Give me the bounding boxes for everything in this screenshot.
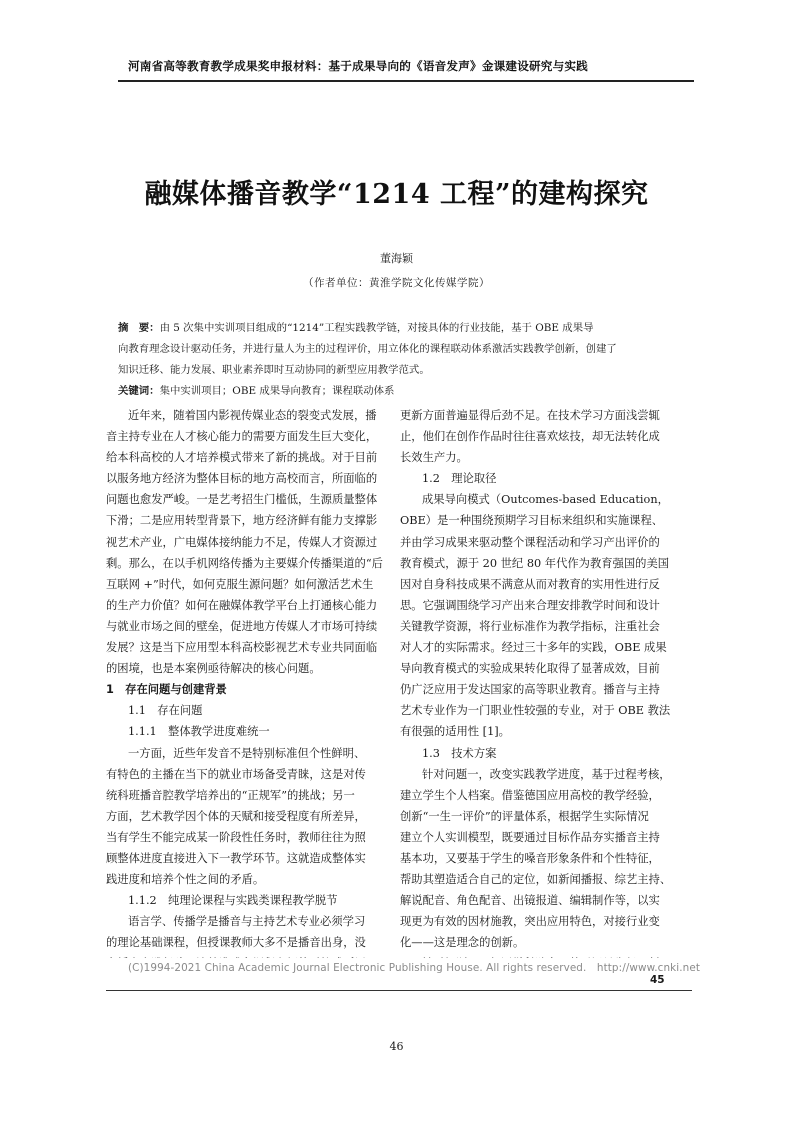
- text-line: 对人才的实际需求。经过三十多年的实践，OBE 成果: [400, 641, 667, 655]
- text-line: 艺术专业作为一门职业性较强的专业，对于 OBE 教法: [400, 704, 671, 718]
- text-line: 建立学生个人档案。借鉴德国应用高校的教学经验，: [400, 788, 660, 802]
- text-line: 统科班播音腔教学培养出的“正规军”的挑战；另一: [106, 788, 355, 802]
- text-line: 语言学、传播学是播音与主持艺术专业必须学习: [128, 915, 366, 929]
- text-line: 的理论基础课程，但授课教师大多不是播音出身，没: [106, 936, 366, 950]
- text-line: 建立个人实训模型，既要通过目标作品夯实播音主持: [400, 830, 660, 844]
- text-line: 发展？这是当下应用型本科高校影视艺术专业共同面临: [106, 641, 378, 655]
- abstract-label: 摘 要：: [118, 322, 160, 334]
- subsection-heading: 1.3 技术方案: [422, 746, 497, 760]
- text-line: 一方面，近些年发音不是特别标准但个性鲜明、: [128, 746, 366, 760]
- text-line: [106, 953, 388, 958]
- text-line: 音主持专业在人才核心能力的需要方面发生巨大变化，: [106, 430, 378, 444]
- keywords-label: 关键词：: [118, 385, 160, 397]
- text-line: 近年来，随着国内影视传媒业态的裂变式发展，播: [128, 409, 377, 422]
- text-line: 给本科高校的人才培养模式带来了新的挑战。对于目前: [106, 451, 378, 465]
- body-columns: [106, 405, 692, 958]
- text-line: 导向教育模式的实验成果转化取得了显著成效，目前: [400, 662, 660, 676]
- text-line: 践进度和培养个性之间的矛盾。: [106, 873, 265, 887]
- subsection-heading: 1.1.1 整体教学进度难统一: [128, 725, 270, 739]
- text-line: 方面，艺术教学因个体的天赋和接受程度有所差异，: [106, 809, 366, 823]
- text-line: 有特色的主播在当下的就业市场备受青睐，这是对传: [106, 767, 366, 781]
- text-line: OBE）是一种围绕预期学习目标来组织和实施课程、: [400, 514, 664, 528]
- text-line: 现更为有效的因材施教，突出应用特色，对接行业变: [400, 915, 660, 929]
- text-line: 下滑；二是应用转型背景下，地方经济鲜有能力支撑影: [106, 514, 378, 528]
- footer-divider: [106, 990, 692, 991]
- text-line: 成果导向模式（Outcomes-based Education，: [422, 493, 669, 507]
- text-line: 仍广泛应用于发达国家的高等职业教育。播音与主持: [400, 683, 660, 697]
- text-line: 视艺术产业，广电媒体接纳能力不足，传媒人才资源过: [106, 535, 378, 549]
- text-line: 基本功，又要基于学生的嗓音形象条件和个性特征，: [400, 851, 660, 865]
- subsection-heading: 1.1.2 纯理论课程与实践类课程教学脱节: [128, 894, 338, 908]
- author-name: 董海颖: [380, 252, 413, 265]
- text-line: 并由学习成果来驱动整个课程活动和学习产出评价的: [400, 535, 660, 549]
- header-divider: [118, 80, 694, 82]
- text-line: 以服务地方经济为整体目标的地方高校而言，所面临的: [106, 472, 378, 486]
- text-line: 问题也愈发严峻。一是艺考招生门槛低，生源质量整体: [106, 493, 378, 507]
- text-line: 更新方面普遍显得后劲不足。在技术学习方面浅尝辄: [400, 409, 660, 422]
- text-line: 有很强的适用性 [1]。: [400, 725, 510, 739]
- text-line: 止，他们在创作作品时往往喜欢炫技，却无法转化成: [400, 430, 660, 444]
- text-line: 教育模式，源于 20 世纪 80 年代作为教育强国的美国: [400, 556, 670, 570]
- text-line: 的生产力价值？如何在融媒体教学平台上打通核心能力: [106, 598, 378, 612]
- text-line: 剩。那么，在以手机网络传播为主要媒介传播渠道的“后: [106, 556, 383, 570]
- text-line: 因对自身科技成果不满意从而对教育的实用性进行反: [400, 577, 660, 591]
- text-line: [400, 953, 682, 958]
- running-header: 河南省高等教育教学成果奖申报材料：基于成果导向的《语音发声》金课建设研究与实践: [128, 59, 588, 73]
- keywords-text: 集中实训项目；OBE 成果导向教育；课程联动体系: [159, 385, 395, 397]
- journal-page-number: 45: [650, 974, 665, 986]
- text-line: 当有学生不能完成某一阶段性任务时，教师往往为照: [106, 830, 366, 844]
- text-line: 互联网 +”时代，如何克服生源问题？如何激活艺术生: [106, 577, 374, 591]
- text-line: 思。它强调围绕学习产出来合理安排教学时间和设计: [400, 598, 660, 612]
- text-line: 顾整体进度直接进入下一教学环节。这就造成整体实: [106, 851, 366, 865]
- right-column: [400, 405, 682, 958]
- text-line: 关键教学资源，将行业标准作为教学指标，注重社会: [400, 619, 660, 633]
- article-title: 融媒体播音教学“1214 工程”的建构探究: [144, 179, 649, 210]
- text-line: 针对问题一，改变实践教学进度，基于过程考核，: [422, 767, 671, 781]
- text-line: 创新“一生一评价”的评量体系，根据学生实际情况: [400, 809, 649, 823]
- keywords-line: [118, 381, 690, 402]
- abstract-block: [118, 318, 690, 402]
- page-number: 46: [389, 1040, 404, 1053]
- subsection-heading: 1.1 存在问题: [128, 704, 203, 718]
- abstract-text: 由 5 次集中实训项目组成的“1214”工程实践教学链，对接具体的行业技能，基于 OBE 成果导: [159, 322, 594, 334]
- text-line: 的困境，也是本案例亟待解决的核心问题。: [106, 662, 321, 676]
- text-line: 解说配音、角色配音、出镜报道、编辑制作等，以实: [400, 894, 660, 908]
- abstract-line: [118, 318, 690, 339]
- author-affiliation: （作者单位：黄淮学院文化传媒学院）: [303, 277, 490, 289]
- text-line: 化——这是理念的创新。: [400, 936, 525, 950]
- left-column: [106, 405, 388, 958]
- text-line: 帮助其塑造适合自己的定位，如新闻播报、综艺主持、: [400, 873, 672, 887]
- copyright-notice: (C)1994-2021 China Academic Journal Electronic Publishing House. All rights reserved. http://www.cnki.net: [128, 962, 701, 974]
- abstract-line: 向教育理念设计驱动任务，并进行量人为主的过程评价，用立体化的课程联动体系激活实践教学创新，创建了: [118, 343, 617, 355]
- text-line: 与就业市场之间的壁垒，促进地方传媒人才市场可持续: [106, 619, 378, 633]
- abstract-line: 知识迁移、能力发展、职业素养即时互动协同的新型应用教学范式。: [118, 364, 430, 376]
- text-line: 长效生产力。: [400, 451, 468, 465]
- subsection-heading: 1.2 理论取径: [422, 472, 497, 486]
- section-heading: 1 存在问题与创建背景: [106, 683, 227, 697]
